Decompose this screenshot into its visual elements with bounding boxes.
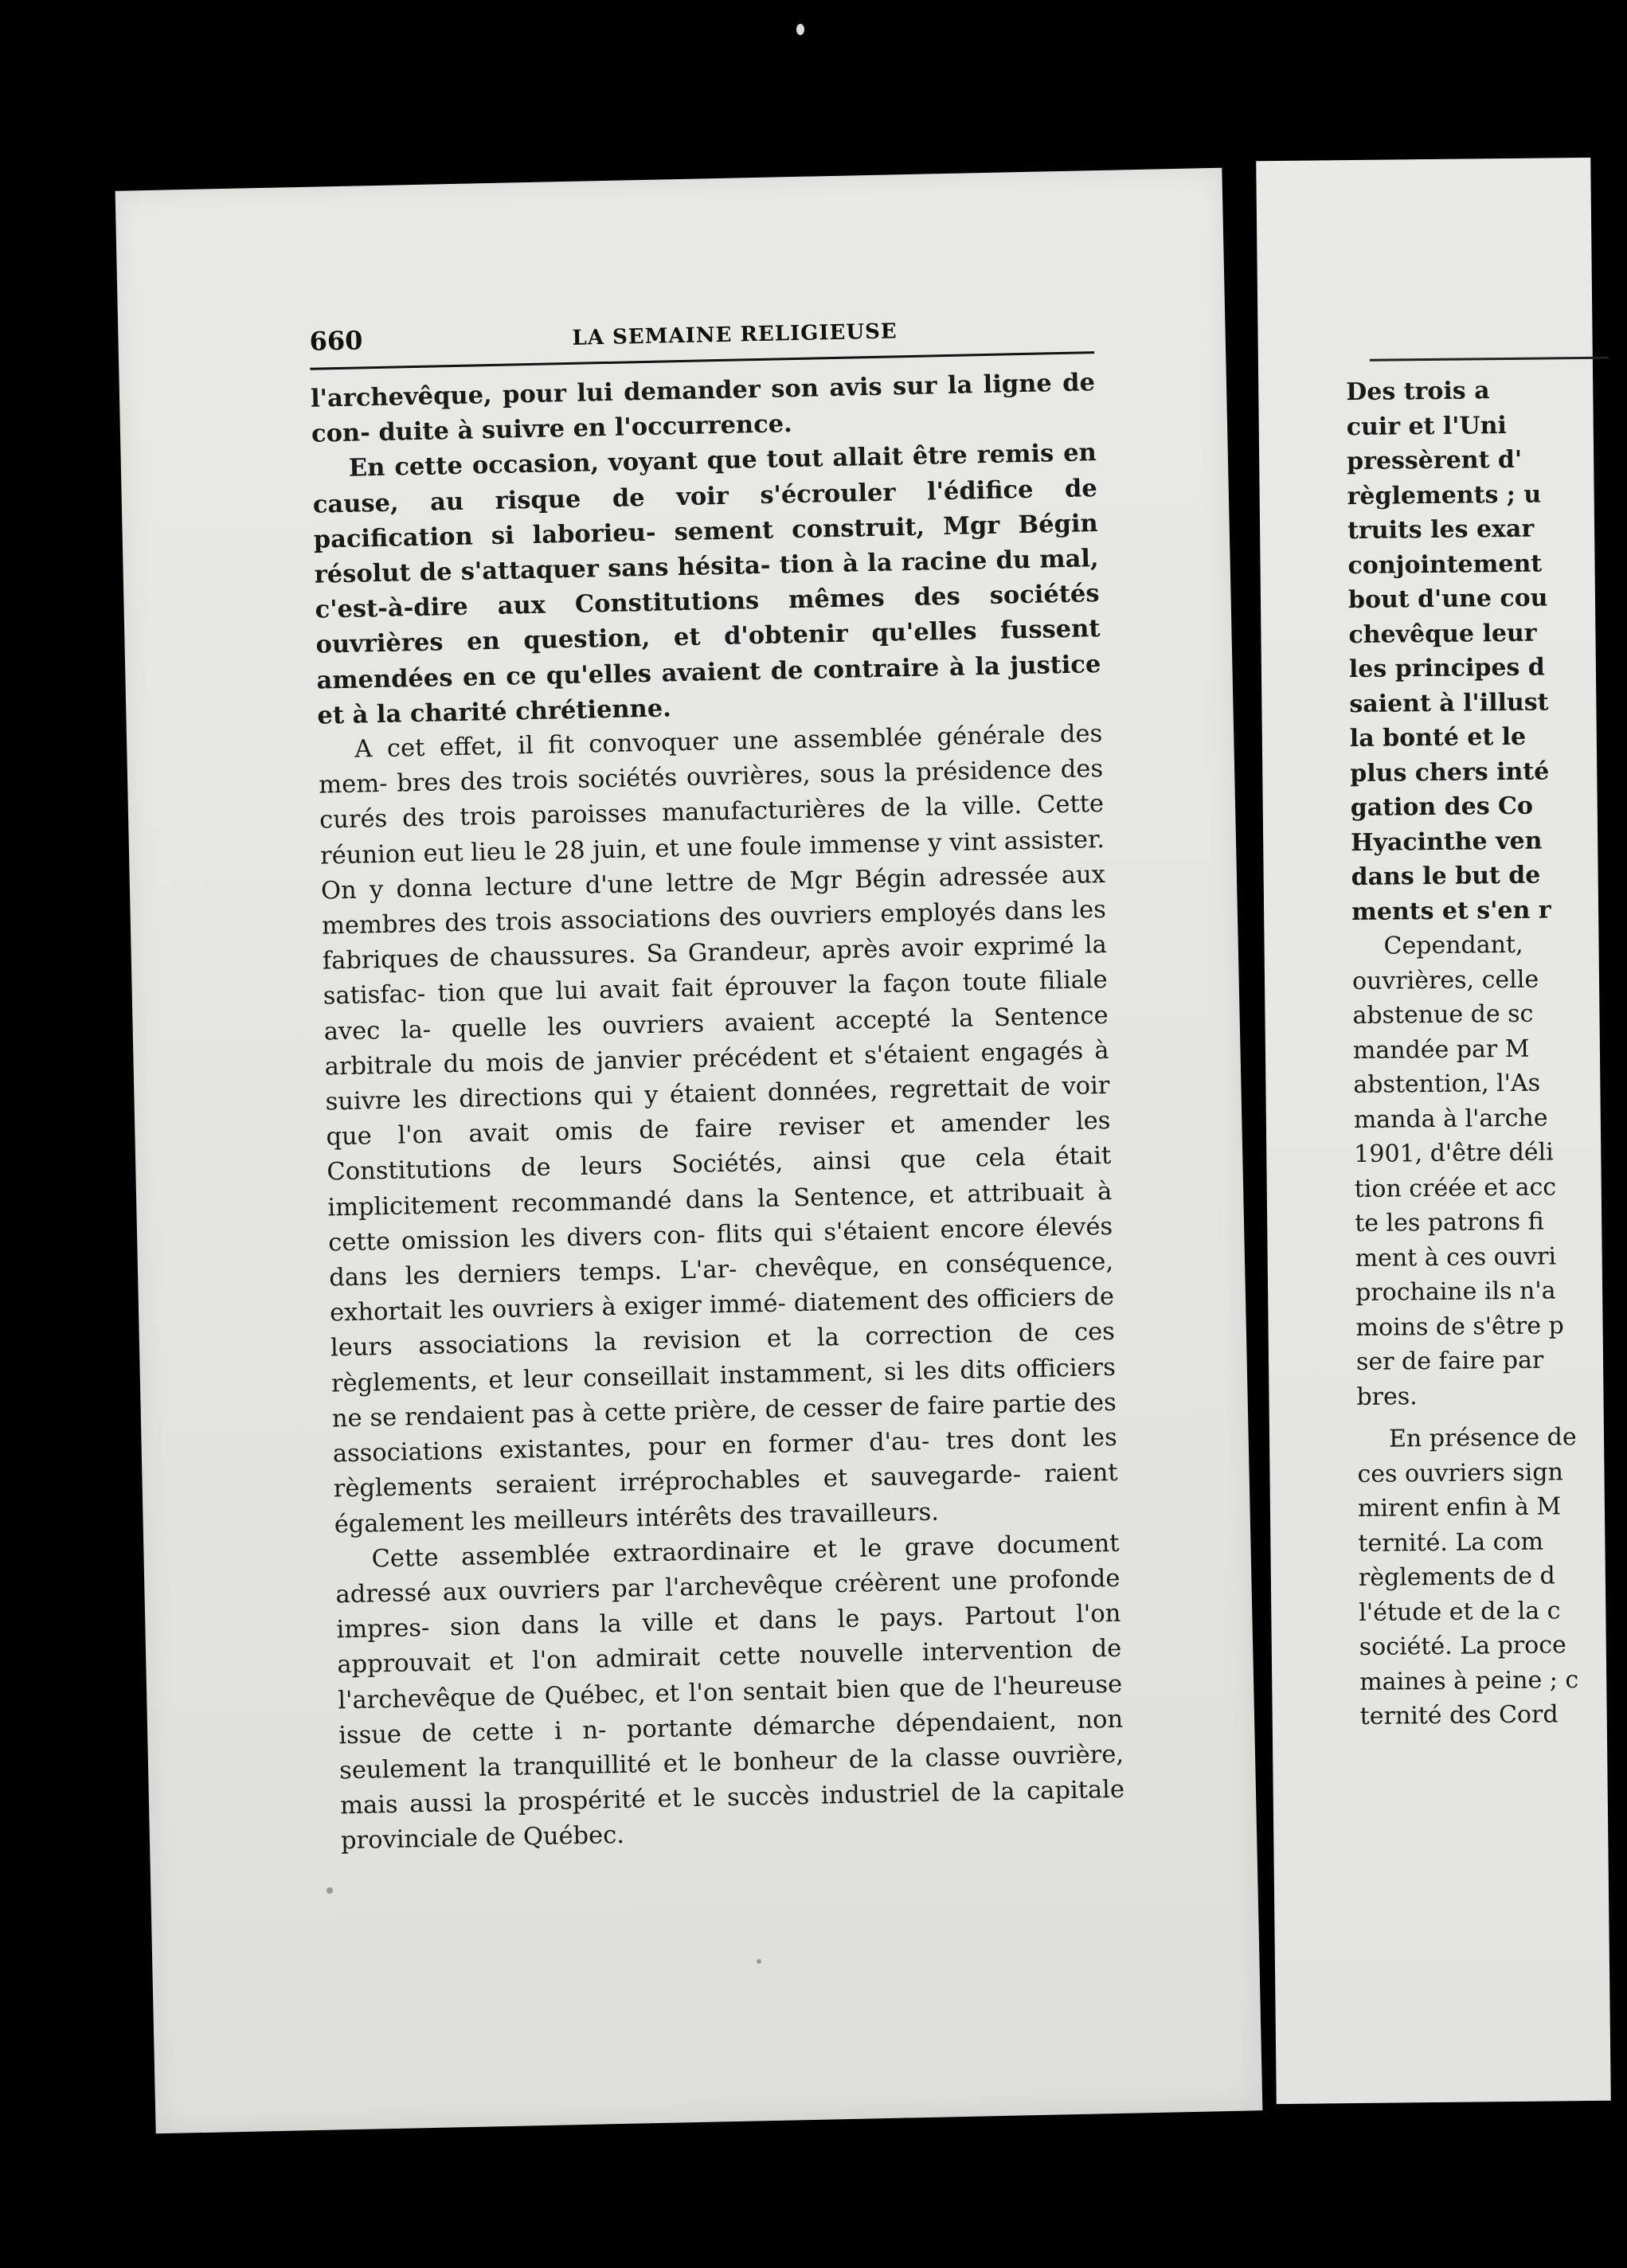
text-line: amendées en ce qu'elles avaient de contraire à la justice et à — [316, 649, 1101, 730]
text-line: pressèrent d' — [1347, 445, 1523, 476]
text-line: dans la Sentence, et attribuait à cette omission les divers con- — [327, 1177, 1113, 1257]
scan-speck — [757, 1959, 761, 1964]
text-line: l'étude et de la c — [1359, 1596, 1561, 1627]
text-line: si les dits officiers ne se rendaient pas à cette prière, de cesser — [331, 1353, 1117, 1433]
text-line: En cette occasion, voyant que tout allait être remis en cause, — [312, 438, 1097, 519]
text-line: de chaussures. Sa Grandeur, après avoir exprimé la satisfac- — [323, 931, 1108, 1011]
body-text — [311, 365, 1126, 1859]
right-page-rule — [1370, 357, 1609, 362]
text-line: Cette assemblée extraordinaire et le grave document adressé — [335, 1529, 1120, 1609]
text-line: manda à l'arche — [1353, 1103, 1548, 1134]
text-line: ouvrières, celle — [1351, 965, 1539, 995]
text-line: les principes d — [1348, 653, 1545, 684]
text-line: Cependant, — [1383, 930, 1523, 960]
paragraph — [312, 436, 1102, 733]
text-line: mirent enfin à M — [1357, 1492, 1562, 1523]
text-line: société. La proce — [1359, 1631, 1566, 1662]
text-line: tion que lui avait fait éprouver la façon toute filiale avec la- — [323, 966, 1108, 1046]
scan-speck — [796, 24, 804, 35]
text-line: de faire partie des associations existantes, pour en former d'au- — [332, 1388, 1117, 1468]
text-line: correction de ces règlements, et leur conseillait instamment, — [330, 1318, 1116, 1398]
text-line: la bonté et le — [1349, 722, 1527, 753]
text-line: cuir et l'Uni — [1346, 411, 1507, 441]
text-line: flits qui s'étaient encore élevés dans les derniers temps. L'ar- — [328, 1212, 1113, 1292]
text-line: au risque de voir s'écrouler l'édifice de pacification si laborieu- — [313, 473, 1098, 554]
text-line: te les patrons fi — [1355, 1207, 1544, 1238]
text-line: bout d'une cou — [1347, 584, 1548, 615]
text-line: directions qui y étaient données, regrettait de voir que l'on — [326, 1071, 1110, 1152]
text-line: aux ouvriers par l'archevêque créèrent une profonde impres- — [336, 1564, 1121, 1644]
text-line: truits les exar — [1347, 514, 1535, 545]
text-line: leurs Sociétés, ainsi que cela était implicitement recommandé — [327, 1142, 1112, 1222]
text-line: règlements de d — [1358, 1562, 1555, 1593]
text-line: ternité. La com — [1358, 1527, 1544, 1558]
text-line: avait omis de faire reviser et amender les Constitutions de — [327, 1107, 1111, 1187]
text-line: des trois associations des ouvriers employés dans les fabriques — [322, 896, 1107, 976]
text-line: Québec, et l'on sentait bien que de l'heureuse issue de cette i n- — [338, 1670, 1123, 1750]
text-line: tion créée et acc — [1354, 1172, 1557, 1203]
text-line: 1901, d'être déli — [1354, 1138, 1554, 1169]
scan-speck — [327, 1887, 333, 1894]
text-line: dans le but de — [1351, 861, 1541, 892]
text-line: des sociétés ouvrières en question, et d'obtenir qu'elles fussent — [315, 579, 1101, 660]
text-line: eut lieu le 28 juin, et une foule immense y vint assister. On y — [320, 825, 1105, 905]
text-line: des trois paroisses manufacturières de la ville. Cette réunion — [319, 790, 1105, 870]
left-page-content — [309, 310, 1125, 1859]
text-line: ments et s'en r — [1351, 895, 1551, 926]
page-number: 660 — [309, 325, 363, 357]
paragraph — [334, 1526, 1125, 1859]
text-line: l'archevêque, pour lui demander son avis sur la ligne de con- — [310, 368, 1096, 448]
text-line: ces ouvriers sign — [1357, 1457, 1563, 1488]
text-line: abstention, l'As — [1353, 1069, 1541, 1100]
text-line: sion dans la ville et dans le pays. Partout l'on approuvait et — [337, 1599, 1121, 1679]
text-line: bres des trois sociétés ouvrières, sous la présidence des curés — [319, 755, 1104, 835]
text-line: la charité chrétienne. — [376, 694, 672, 729]
text-line: plus chers inté — [1350, 757, 1550, 788]
text-line: En présence de — [1388, 1423, 1577, 1453]
text-line: gation des Co — [1350, 792, 1534, 823]
text-line: abstenue de sc — [1352, 999, 1534, 1030]
text-line: ser de faire par — [1355, 1346, 1544, 1377]
running-title: LA SEMAINE RELIGIEUSE — [572, 319, 898, 350]
text-line: chevêque leur — [1348, 619, 1537, 649]
text-line: Hyacinthe ven — [1351, 827, 1543, 857]
text-line: saient à l'illust — [1349, 687, 1549, 718]
text-line: tres dont les règlements seraient irréprochables et sauvegarde- — [333, 1423, 1118, 1504]
text-line: Des trois a — [1346, 377, 1490, 407]
text-line: règlements ; u — [1347, 480, 1542, 510]
text-line: diatement des officiers de leurs associations la revision et la — [330, 1283, 1115, 1363]
text-line: moins de s'être p — [1355, 1311, 1564, 1342]
text-line: donna lecture d'une lettre de Mgr Bégin adressée aux membres — [321, 860, 1106, 940]
text-line: conjointement — [1347, 549, 1543, 580]
text-line: prochaine ils n'a — [1355, 1277, 1556, 1308]
text-line: A cet effet, il fit convoquer une assemblée générale des mem- — [318, 720, 1103, 800]
text-line: duite à suivre en l'occurrence. — [378, 409, 793, 448]
text-line: chevêque, en conséquence, exhortait les ouvriers à exiger immé- — [329, 1247, 1114, 1328]
text-line: tion à la racine du mal, c'est-à-dire aux Constitutions mêmes — [315, 544, 1099, 624]
text-line: quelle les ouvriers avaient accepté la Sentence arbitrale du — [324, 1001, 1109, 1081]
text-line: ternité des Cord — [1359, 1700, 1559, 1731]
right-page — [1256, 158, 1611, 2104]
text-line: bres. — [1356, 1382, 1418, 1411]
right-page-text — [1346, 373, 1615, 1734]
text-line: ment à ces ouvri — [1355, 1242, 1557, 1273]
text-line: portante démarche dépendaient, non seulement la tranquillité — [338, 1705, 1124, 1785]
running-head — [309, 310, 1094, 370]
left-page — [115, 168, 1263, 2134]
text-line: et le succès industriel de la capitale provinciale de Québec. — [340, 1775, 1125, 1855]
text-line: raient également les meilleurs intérêts des travailleurs. — [334, 1459, 1118, 1539]
text-line: sement construit, Mgr Bégin résolut de s'attaquer sans hésita- — [314, 508, 1099, 589]
text-line: maines à peine ; c — [1359, 1665, 1579, 1696]
text-line: l'on admirait cette nouvelle intervention de l'archevêque de — [337, 1635, 1122, 1715]
paragraph — [318, 717, 1119, 1543]
text-line: et le bonheur de la classe ouvrière, mais aussi la prospérité — [339, 1740, 1124, 1820]
text-line: mandée par M — [1352, 1034, 1530, 1065]
text-line: mois de janvier précédent et s'étaient engagés à suivre les — [325, 1036, 1109, 1116]
